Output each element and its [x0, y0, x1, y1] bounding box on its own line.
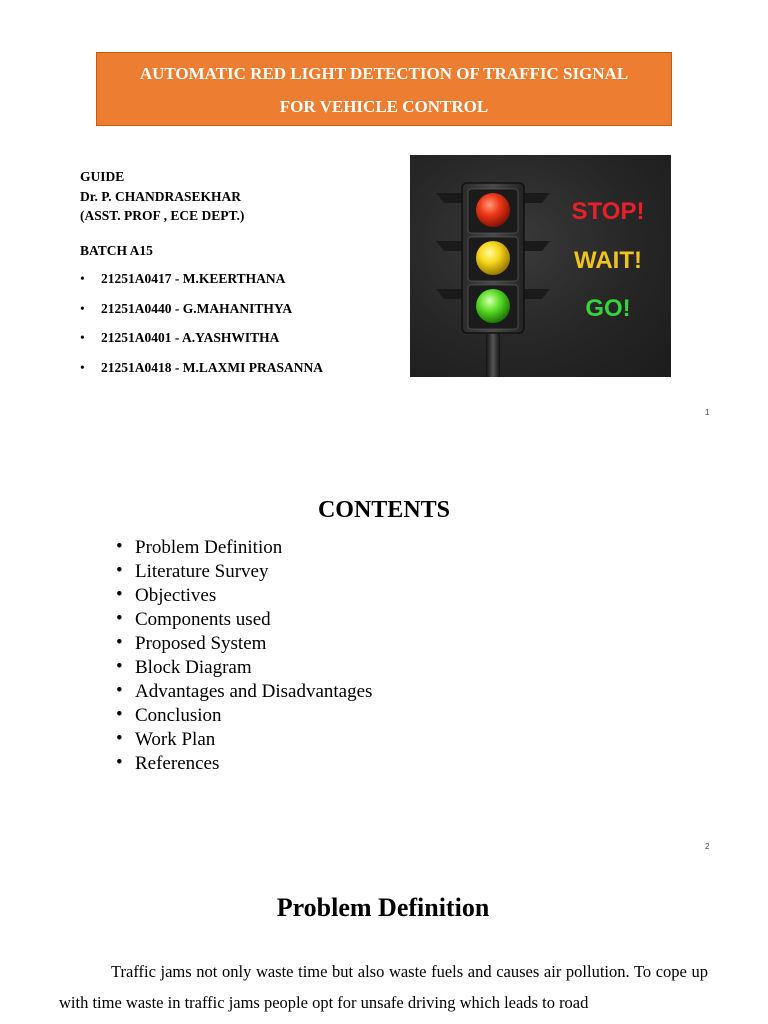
list-item — [116, 728, 372, 752]
contents-item: Block Diagram — [135, 657, 252, 678]
guide-role: (ASST. PROF , ECE DEPT.) — [80, 208, 245, 223]
bullet: • — [116, 536, 123, 557]
red-lamp — [476, 193, 510, 227]
guide-name: Dr. P. CHANDRASEKHAR — [80, 188, 242, 204]
traffic-light-icon — [410, 155, 671, 377]
bullet: • — [116, 560, 123, 581]
green-lamp — [476, 289, 510, 323]
bullet: • — [116, 584, 123, 605]
go-label: GO! — [585, 295, 631, 322]
bullet: • — [116, 632, 123, 653]
bullet: • — [80, 330, 85, 346]
bullet: • — [80, 359, 85, 375]
list-item — [80, 301, 323, 331]
page-number: 1 — [705, 408, 710, 417]
problem-definition-text: Traffic jams not only waste time but also waste fuels and causes air pollution. To cope up with time waste in traffic jams people opt for unsafe driving which leads to road — [59, 962, 708, 1012]
list-item — [116, 560, 372, 584]
list-item — [116, 584, 372, 608]
batch-label: BATCH A15 — [80, 243, 153, 258]
list-item — [116, 704, 372, 728]
contents-item: References — [135, 753, 220, 774]
bullet: • — [116, 608, 123, 629]
list-item — [116, 656, 372, 680]
list-item — [80, 271, 323, 301]
bullet: • — [116, 704, 123, 725]
member-text: 21251A0417 - M.KEERTHANA — [101, 271, 286, 286]
member-list — [80, 271, 323, 389]
bullet: • — [116, 680, 123, 701]
list-item — [80, 330, 323, 360]
member-text: 21251A0401 - A.YASHWITHA — [101, 330, 280, 346]
list-item — [80, 360, 323, 390]
stop-label: STOP! — [571, 198, 645, 225]
bullet: • — [116, 752, 123, 773]
bullet: • — [80, 271, 85, 286]
contents-item: Conclusion — [135, 705, 222, 726]
contents-title: CONTENTS — [317, 497, 451, 523]
bullet: • — [116, 728, 123, 749]
contents-item: Literature Survey — [135, 561, 269, 582]
list-item — [116, 536, 372, 560]
slide-title-line1: AUTOMATIC RED LIGHT DETECTION OF TRAFFIC SIGNAL — [139, 64, 629, 83]
guide-heading: GUIDE — [80, 169, 125, 184]
traffic-light-image — [410, 155, 671, 377]
contents-item: Work Plan — [135, 729, 216, 750]
problem-definition-title: Problem Definition — [276, 893, 490, 922]
bullet: • — [80, 300, 85, 316]
member-text: 21251A0418 - M.LAXMI PRASANNA — [101, 359, 323, 375]
list-item — [116, 680, 372, 704]
page-number: 2 — [705, 842, 710, 851]
member-text: 21251A0440 - G.MAHANITHYA — [101, 300, 293, 316]
list-item — [116, 608, 372, 632]
yellow-lamp — [476, 241, 510, 275]
list-item — [116, 632, 372, 656]
contents-item: Problem Definition — [135, 537, 283, 558]
contents-item: Advantages and Disadvantages — [135, 681, 373, 702]
contents-list — [116, 536, 372, 776]
guide-block — [80, 167, 244, 226]
wait-label: WAIT! — [574, 247, 642, 274]
contents-item: Components used — [135, 609, 271, 630]
slide-title-banner — [96, 52, 672, 126]
bullet: • — [116, 656, 123, 677]
list-item — [116, 752, 372, 776]
contents-item: Objectives — [135, 585, 217, 606]
slide-title-line2: FOR VEHICLE CONTROL — [279, 97, 489, 116]
contents-item: Proposed System — [135, 633, 267, 654]
